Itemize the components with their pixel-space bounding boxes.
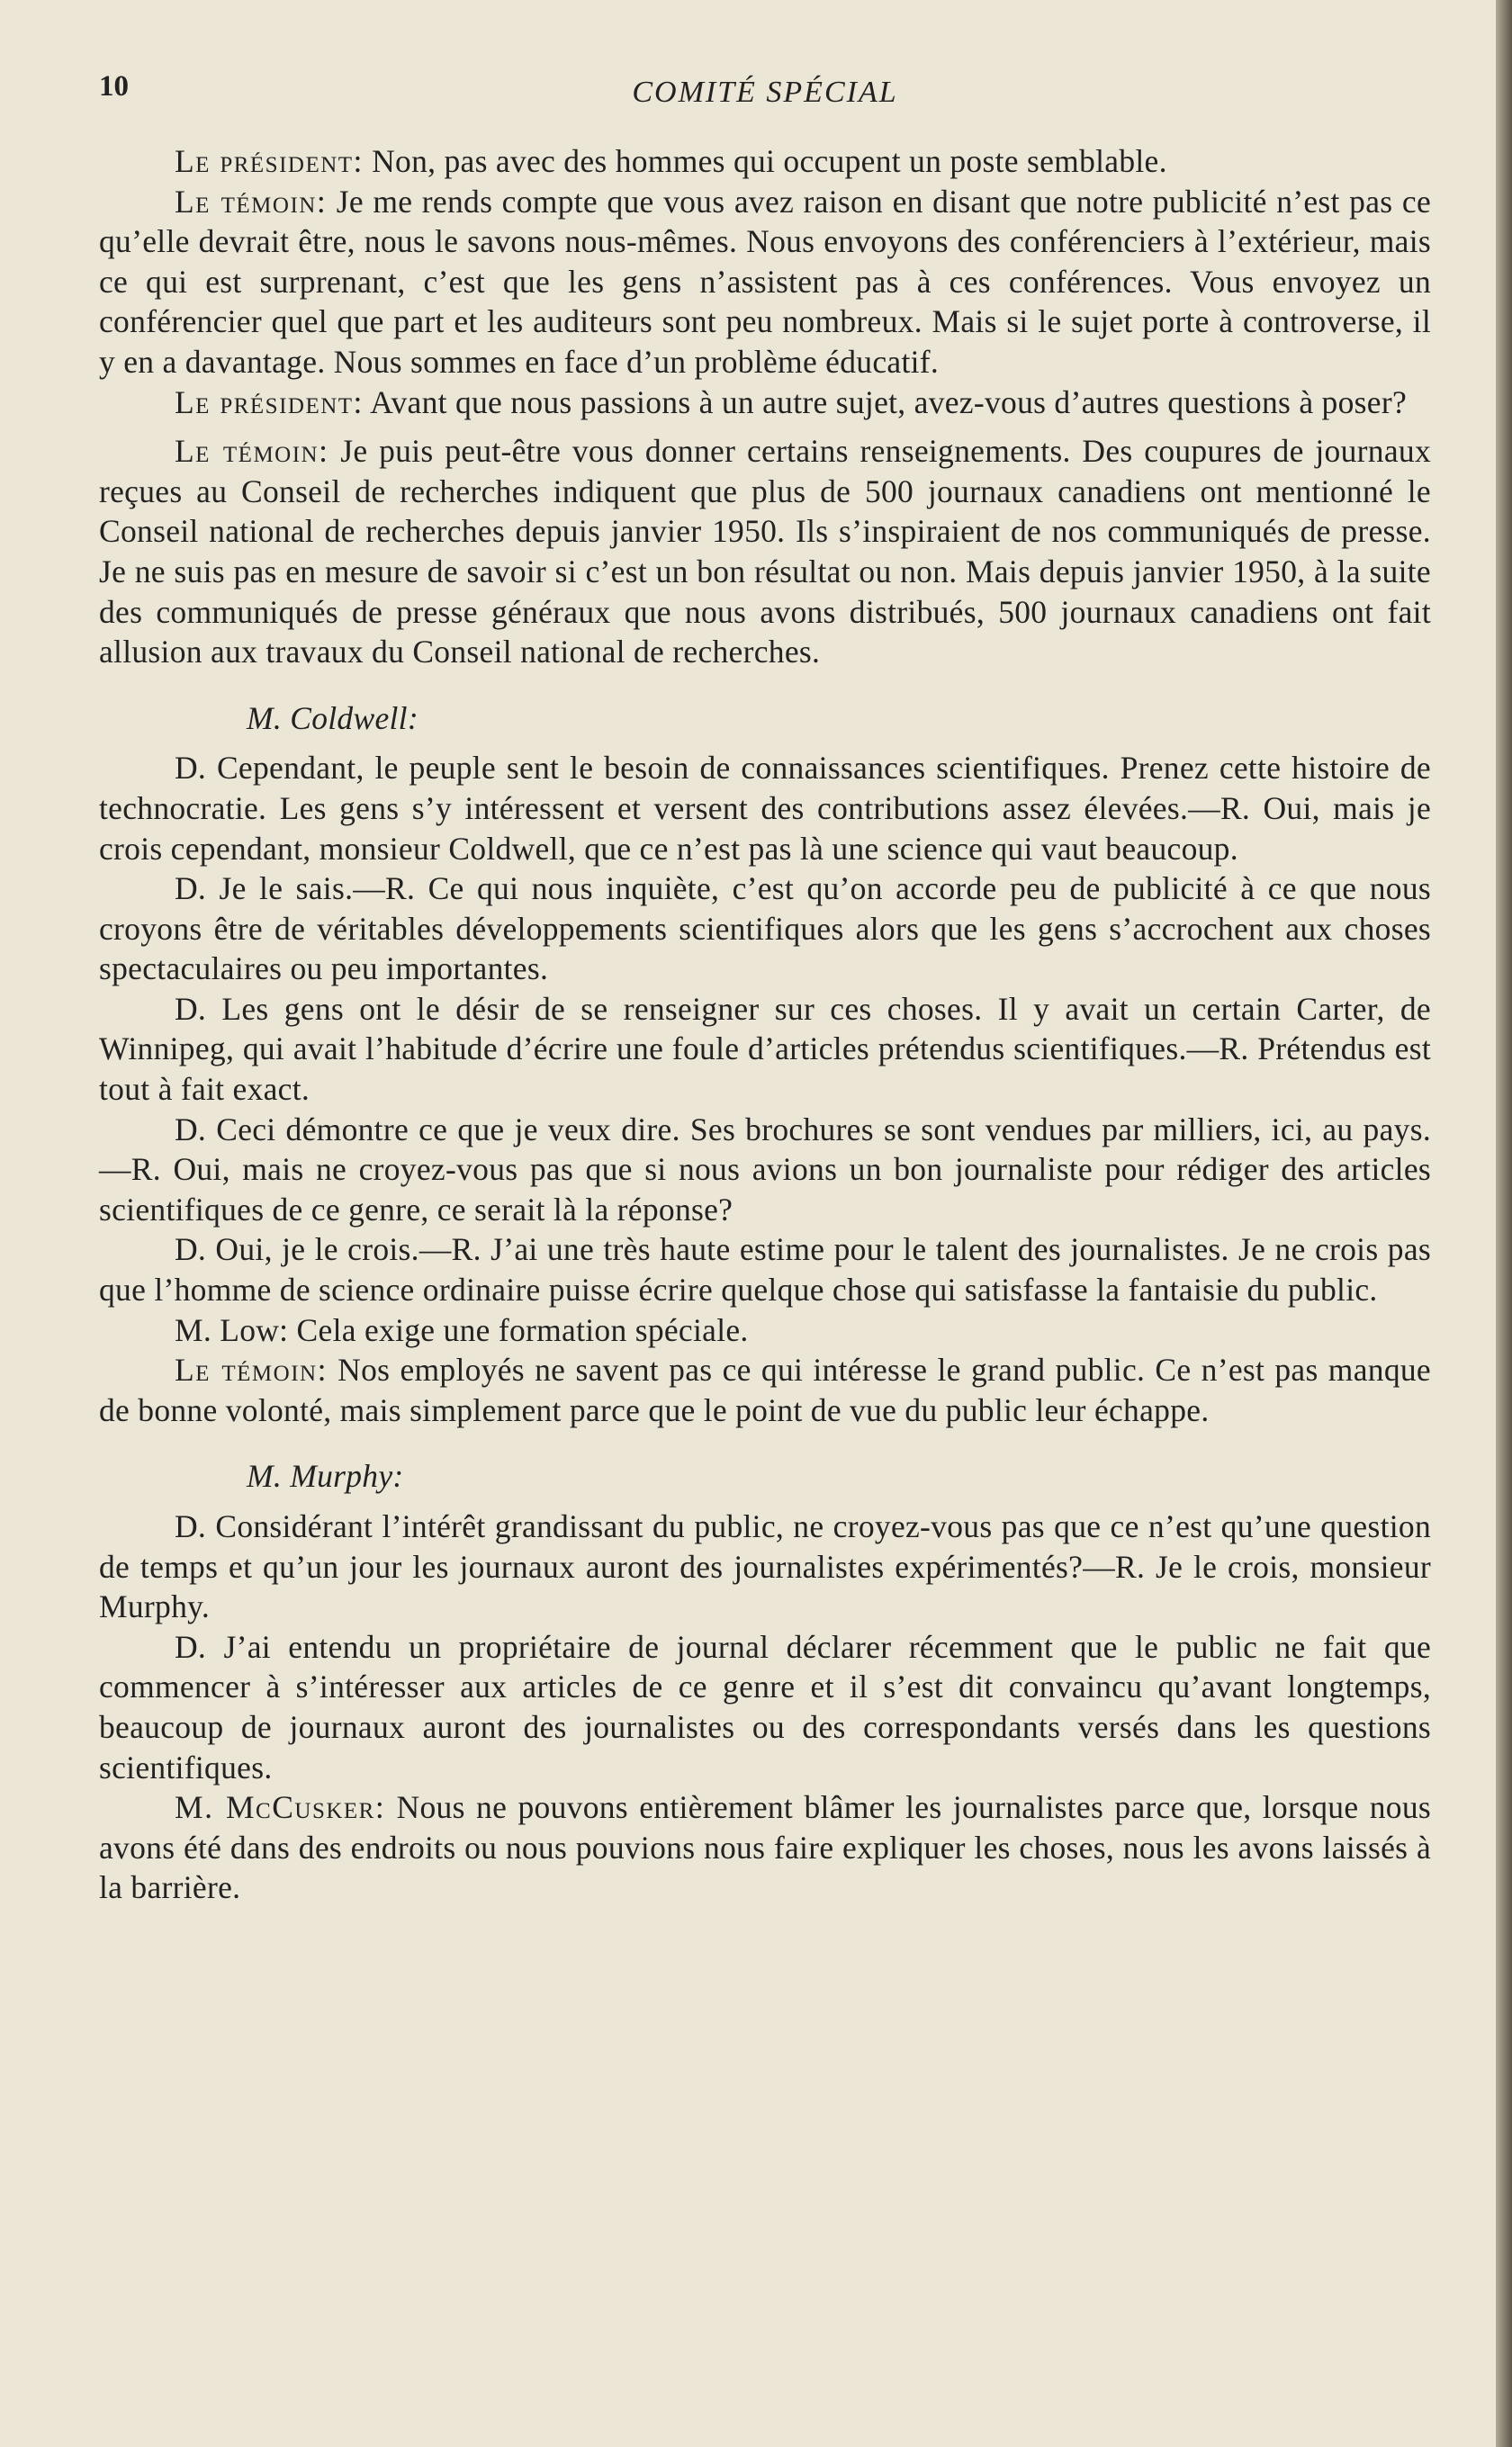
paragraph-text: Nous ne pouvons entièrement blâmer les journalistes parce que, lorsque nous avons été dans des endroits ou nous pouvions nous faire expliquer les choses, nous les avons laissés à la barrière. [99, 1789, 1431, 1906]
speaker: Le président: [175, 143, 364, 179]
speaker: Le témoin: [175, 1352, 328, 1389]
speaker: Le témoin: [175, 433, 329, 470]
question-answer: D. Ceci démontre ce que je veux dire. Ses brochures se sont vendues par milliers, ici, au pays.—R. Oui, mais ne croyez-vous pas que si nous avions un bon journaliste pour rédiger des articles scientifiques de ce genre, ce serait là la réponse? [99, 1111, 1431, 1228]
paragraph-text: Nos employés ne savent pas ce qui intéresse le grand public. Ce n’est pas manque de bonne volonté, mais simplement parce que le point de vue du public leur échappe. [99, 1352, 1431, 1428]
question-answer: D. J’ai entendu un propriétaire de journal déclarer récemment que le public ne fait que commencer à s’intéresser aux articles de ce genre et il s’est dit convaincu qu’avant longtemps, beaucoup de journaux auront des journalistes ou des correspondants versés dans les questions scientifiques. [99, 1628, 1431, 1786]
question-answer: D. Les gens ont le désir de se renseigner sur ces choses. Il y avait un certain Carter, de Winnipeg, qui avait l’habitude d’écrire une foule d’articles prétendus scientifiques.—R. Prétendus est tout à fait exact. [99, 990, 1431, 1108]
question-answer: D. Oui, je le crois.—R. J’ai une très haute estime pour le talent des journalistes. Je ne crois pas que l’homme de science ordinaire puisse écrire quelque chose qui satisfasse la fantaisie du public. [99, 1231, 1431, 1309]
section-heading: M. Murphy: [247, 1458, 404, 1495]
question-answer: D. Je le sais.—R. Ce qui nous inquiète, c’est qu’on accorde peu de publicité à ce que nous croyons être de véritables développements scientifiques alors que les gens s’accrochent aux choses spectaculaires ou peu importantes. [99, 870, 1431, 987]
section-heading: M. Coldwell: [247, 699, 418, 736]
running-title: COMITÉ SPÉCIAL [632, 76, 898, 109]
paragraph [99, 1310, 1431, 1351]
paragraph [99, 1787, 1431, 1908]
page-number: 10 [99, 70, 129, 103]
paragraph [99, 431, 1431, 672]
speaker: Le président: [175, 383, 364, 420]
paragraph-text: Je puis peut-être vous donner certains renseignements. Des coupures de journaux reçues au Conseil de recherches indiquent que plus de 500 journaux canadiens ont mentionné le Conseil national de recherches depuis janvier 1950. Ils s’inspiraient de nos communiqués de presse. Je ne suis pas en mesure de savoir si c’est un bon résultat ou non. Mais depuis janvier 1950, à la suite des communiqués de presse généraux que nous avons distribués, 500 journaux canadiens ont fait allusion aux travaux du Conseil national de recherches. [99, 433, 1431, 670]
page-edge-shadow [1496, 0, 1512, 2447]
page-header [99, 70, 1431, 124]
paragraph [99, 1350, 1431, 1430]
paragraph-text: Cela exige une formation spéciale. [288, 1311, 749, 1348]
paragraph-text: Je me rends compte que vous avez raison en disant que notre publicité n’est pas ce qu’elle devrait être, nous le savons nous-mêmes. Nous envoyons des conférenciers à l’extérieur, mais ce qui est surprenant, c’est que les gens n’assistent pas à ces conférences. Vous envoyez un conférencier quel que part et les auditeurs sont peu nombreux. Mais si le sujet porte à controverse, il y en a davantage. Nous sommes en face d’un problème éducatif. [99, 183, 1431, 380]
body-text [99, 141, 1431, 1908]
paragraph [99, 182, 1431, 382]
speaker: M. Low: [175, 1311, 289, 1348]
paragraph [99, 141, 1431, 182]
paragraph-text: Avant que nous passions à un autre sujet, avez-vous d’autres questions à poser? [363, 383, 1408, 420]
question-answer: D. Cependant, le peuple sent le besoin de connaissances scientifiques. Prenez cette histoire de technocratie. Les gens s’y intéressent et versent des contributions assez élevées.—R. Oui, mais je crois cependant, monsieur Coldwell, que ce n’est pas là une science qui vaut beaucoup. [99, 750, 1431, 867]
speaker: M. McCusker: [175, 1789, 386, 1826]
paragraph-text: Non, pas avec des hommes qui occupent un poste semblable. [363, 143, 1167, 179]
speaker: Le témoin: [175, 183, 328, 220]
question-answer: D. Considérant l’intérêt grandissant du public, ne croyez-vous pas que ce n’est qu’une question de temps et qu’un jour les journaux auront des journalistes expérimentés?—R. Je le crois, monsieur Murphy. [99, 1508, 1431, 1625]
paragraph [99, 382, 1431, 423]
